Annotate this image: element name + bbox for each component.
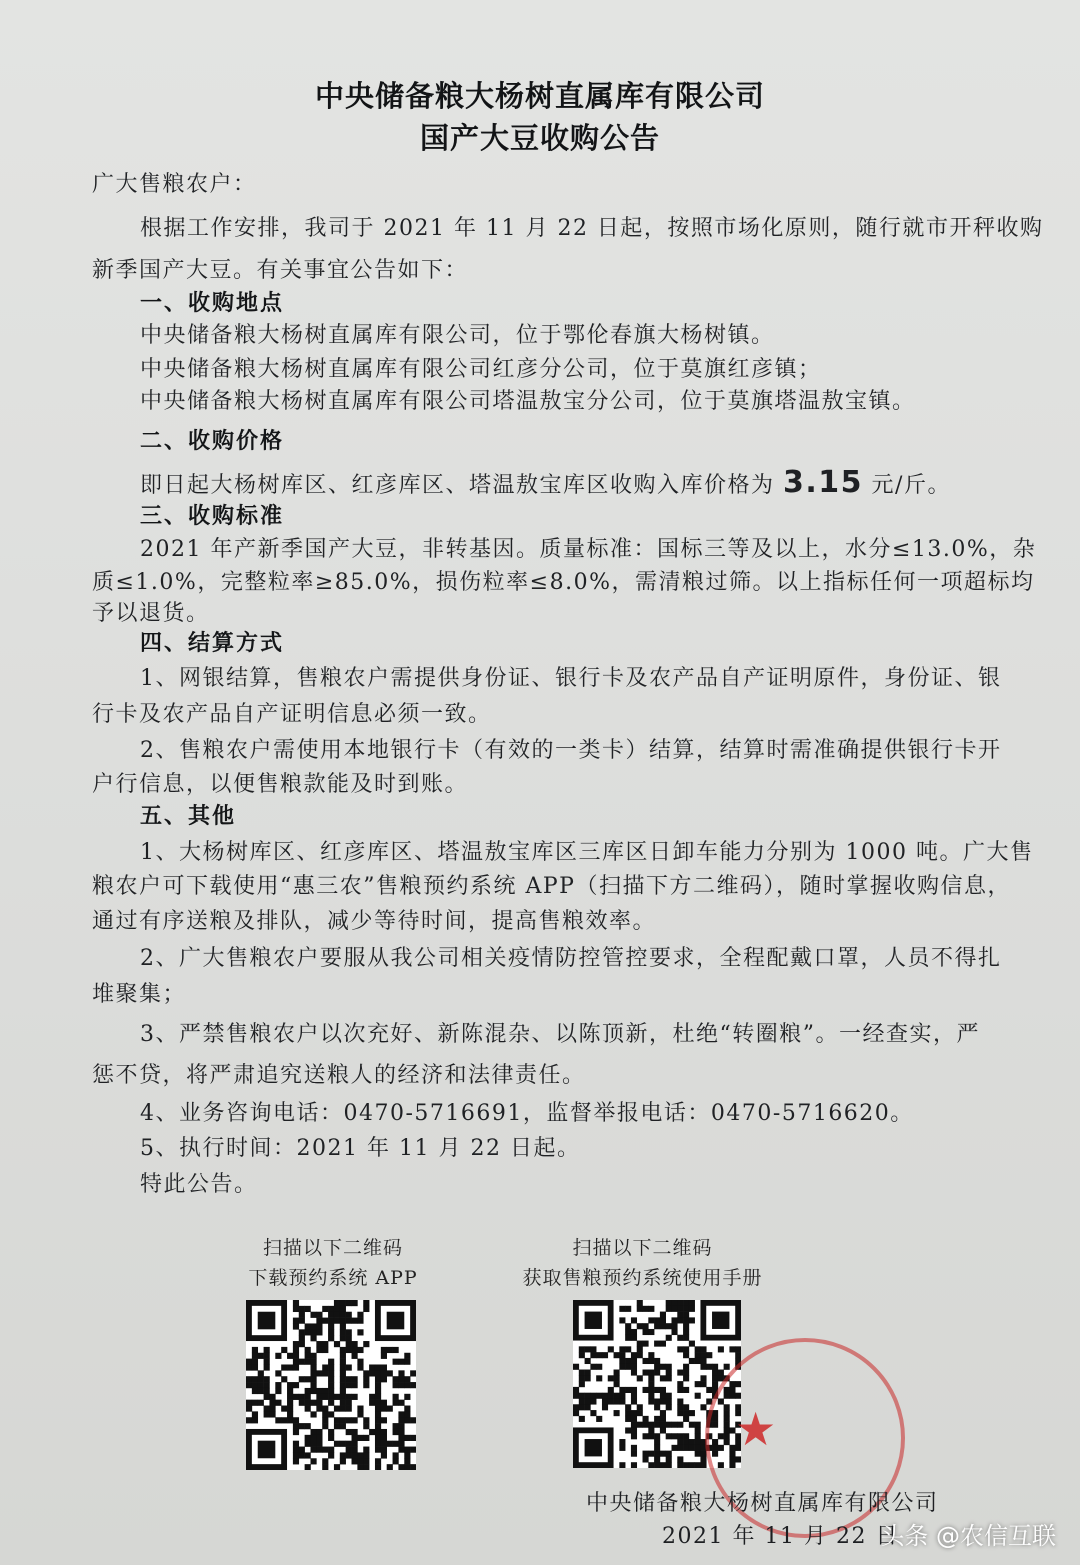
closing-line: 特此公告。 — [140, 1172, 258, 1197]
price-unit: 元/斤。 — [871, 473, 951, 498]
effective-date-line: 5、执行时间：2021 年 11 月 22 日起。 — [140, 1136, 581, 1161]
intro-line: 根据工作安排，我司于 2021 年 11 月 22 日起，按照市场化原则，随行就市开秤收购 — [140, 216, 1044, 241]
other-line: 惩不贷，将严肃追究送粮人的经济和法律责任。 — [92, 1063, 586, 1088]
standard-line: 质≤1.0%，完整粒率≥85.0%，损伤粒率≤8.0%，需清粮过筛。以上指标任何一项超标均 — [92, 570, 1035, 595]
intro-line: 新季国产大豆。有关事宜公告如下： — [92, 258, 469, 283]
other-line: 堆聚集； — [92, 982, 187, 1007]
section-heading-standard: 三、收购标准 — [140, 504, 285, 529]
document-subtitle: 国产大豆收购公告 — [419, 121, 660, 155]
other-line: 1、大杨树库区、红彦库区、塔温敖宝库区三库区日卸车能力分别为 1000 吨。广大售 — [140, 840, 1034, 865]
other-line: 通过有序送粮及排队，减少等待时间，提高售粮效率。 — [92, 909, 657, 934]
salutation: 广大售粮农户： — [92, 172, 257, 197]
section-heading-location: 一、收购地点 — [140, 291, 285, 316]
other-line: 2、广大售粮农户要服从我公司相关疫情防控管控要求，全程配戴口罩，人员不得扎 — [140, 946, 1002, 971]
document-title: 中央储备粮大杨树直属库有限公司 — [314, 79, 765, 113]
qr1-caption: 下载预约系统 APP — [248, 1267, 418, 1289]
signature-date: 2021 年 11 月 22 日 — [662, 1524, 899, 1549]
location-line: 中央储备粮大杨树直属库有限公司塔温敖宝分公司，位于莫旗塔温敖宝镇。 — [140, 389, 916, 414]
section-heading-other: 五、其他 — [140, 804, 237, 829]
seal-star-icon: ★ — [735, 1402, 777, 1456]
standard-line: 予以退货。 — [92, 601, 210, 626]
standard-line: 2021 年产新季国产大豆，非转基因。质量标准：国标三等及以上，水分≤13.0%，杂 — [140, 537, 1037, 562]
qr-code-icon — [246, 1300, 416, 1470]
settlement-line: 户行信息，以便售粮款能及时到账。 — [92, 772, 469, 797]
settlement-line: 行卡及农产品自产证明信息必须一致。 — [92, 702, 492, 727]
price-text: 即日起大杨树库区、红彦库区、塔温敖宝库区收购入库价格为 — [140, 473, 775, 498]
qr2-caption: 获取售粮预约系统使用手册 — [522, 1267, 763, 1289]
other-line: 粮农户可下载使用“惠三农”售粮预约系统 APP（扫描下方二维码），随时掌握收购信息， — [92, 874, 1011, 899]
price-line — [140, 465, 951, 500]
settlement-line: 2、售粮农户需使用本地银行卡（有效的一类卡）结算，结算时需准确提供银行卡开 — [140, 738, 1002, 763]
section-heading-settlement: 四、结算方式 — [140, 631, 285, 656]
qr1-caption: 扫描以下二维码 — [262, 1237, 403, 1259]
price-value: 3.15 — [783, 465, 864, 500]
watermark: 头条 @农信互联 — [880, 1522, 1056, 1550]
qr2-caption: 扫描以下二维码 — [572, 1237, 713, 1259]
section-heading-price: 二、收购价格 — [140, 429, 285, 454]
other-line: 3、严禁售粮农户以次充好、新陈混杂、以陈顶新，杜绝“转圈粮”。一经查实，严 — [140, 1022, 980, 1047]
settlement-line: 1、网银结算，售粮农户需提供身份证、银行卡及农产品自产证明原件，身份证、银 — [140, 666, 1002, 691]
qr-code-app-download[interactable] — [246, 1300, 416, 1470]
location-line: 中央储备粮大杨树直属库有限公司，位于鄂伦春旗大杨树镇。 — [140, 323, 775, 348]
location-line: 中央储备粮大杨树直属库有限公司红彦分公司，位于莫旗红彦镇； — [140, 357, 822, 382]
signature-company: 中央储备粮大杨树直属库有限公司 — [586, 1491, 939, 1516]
contact-line: 4、业务咨询电话：0470-5716691，监督举报电话：0470-5716620。 — [140, 1101, 914, 1126]
